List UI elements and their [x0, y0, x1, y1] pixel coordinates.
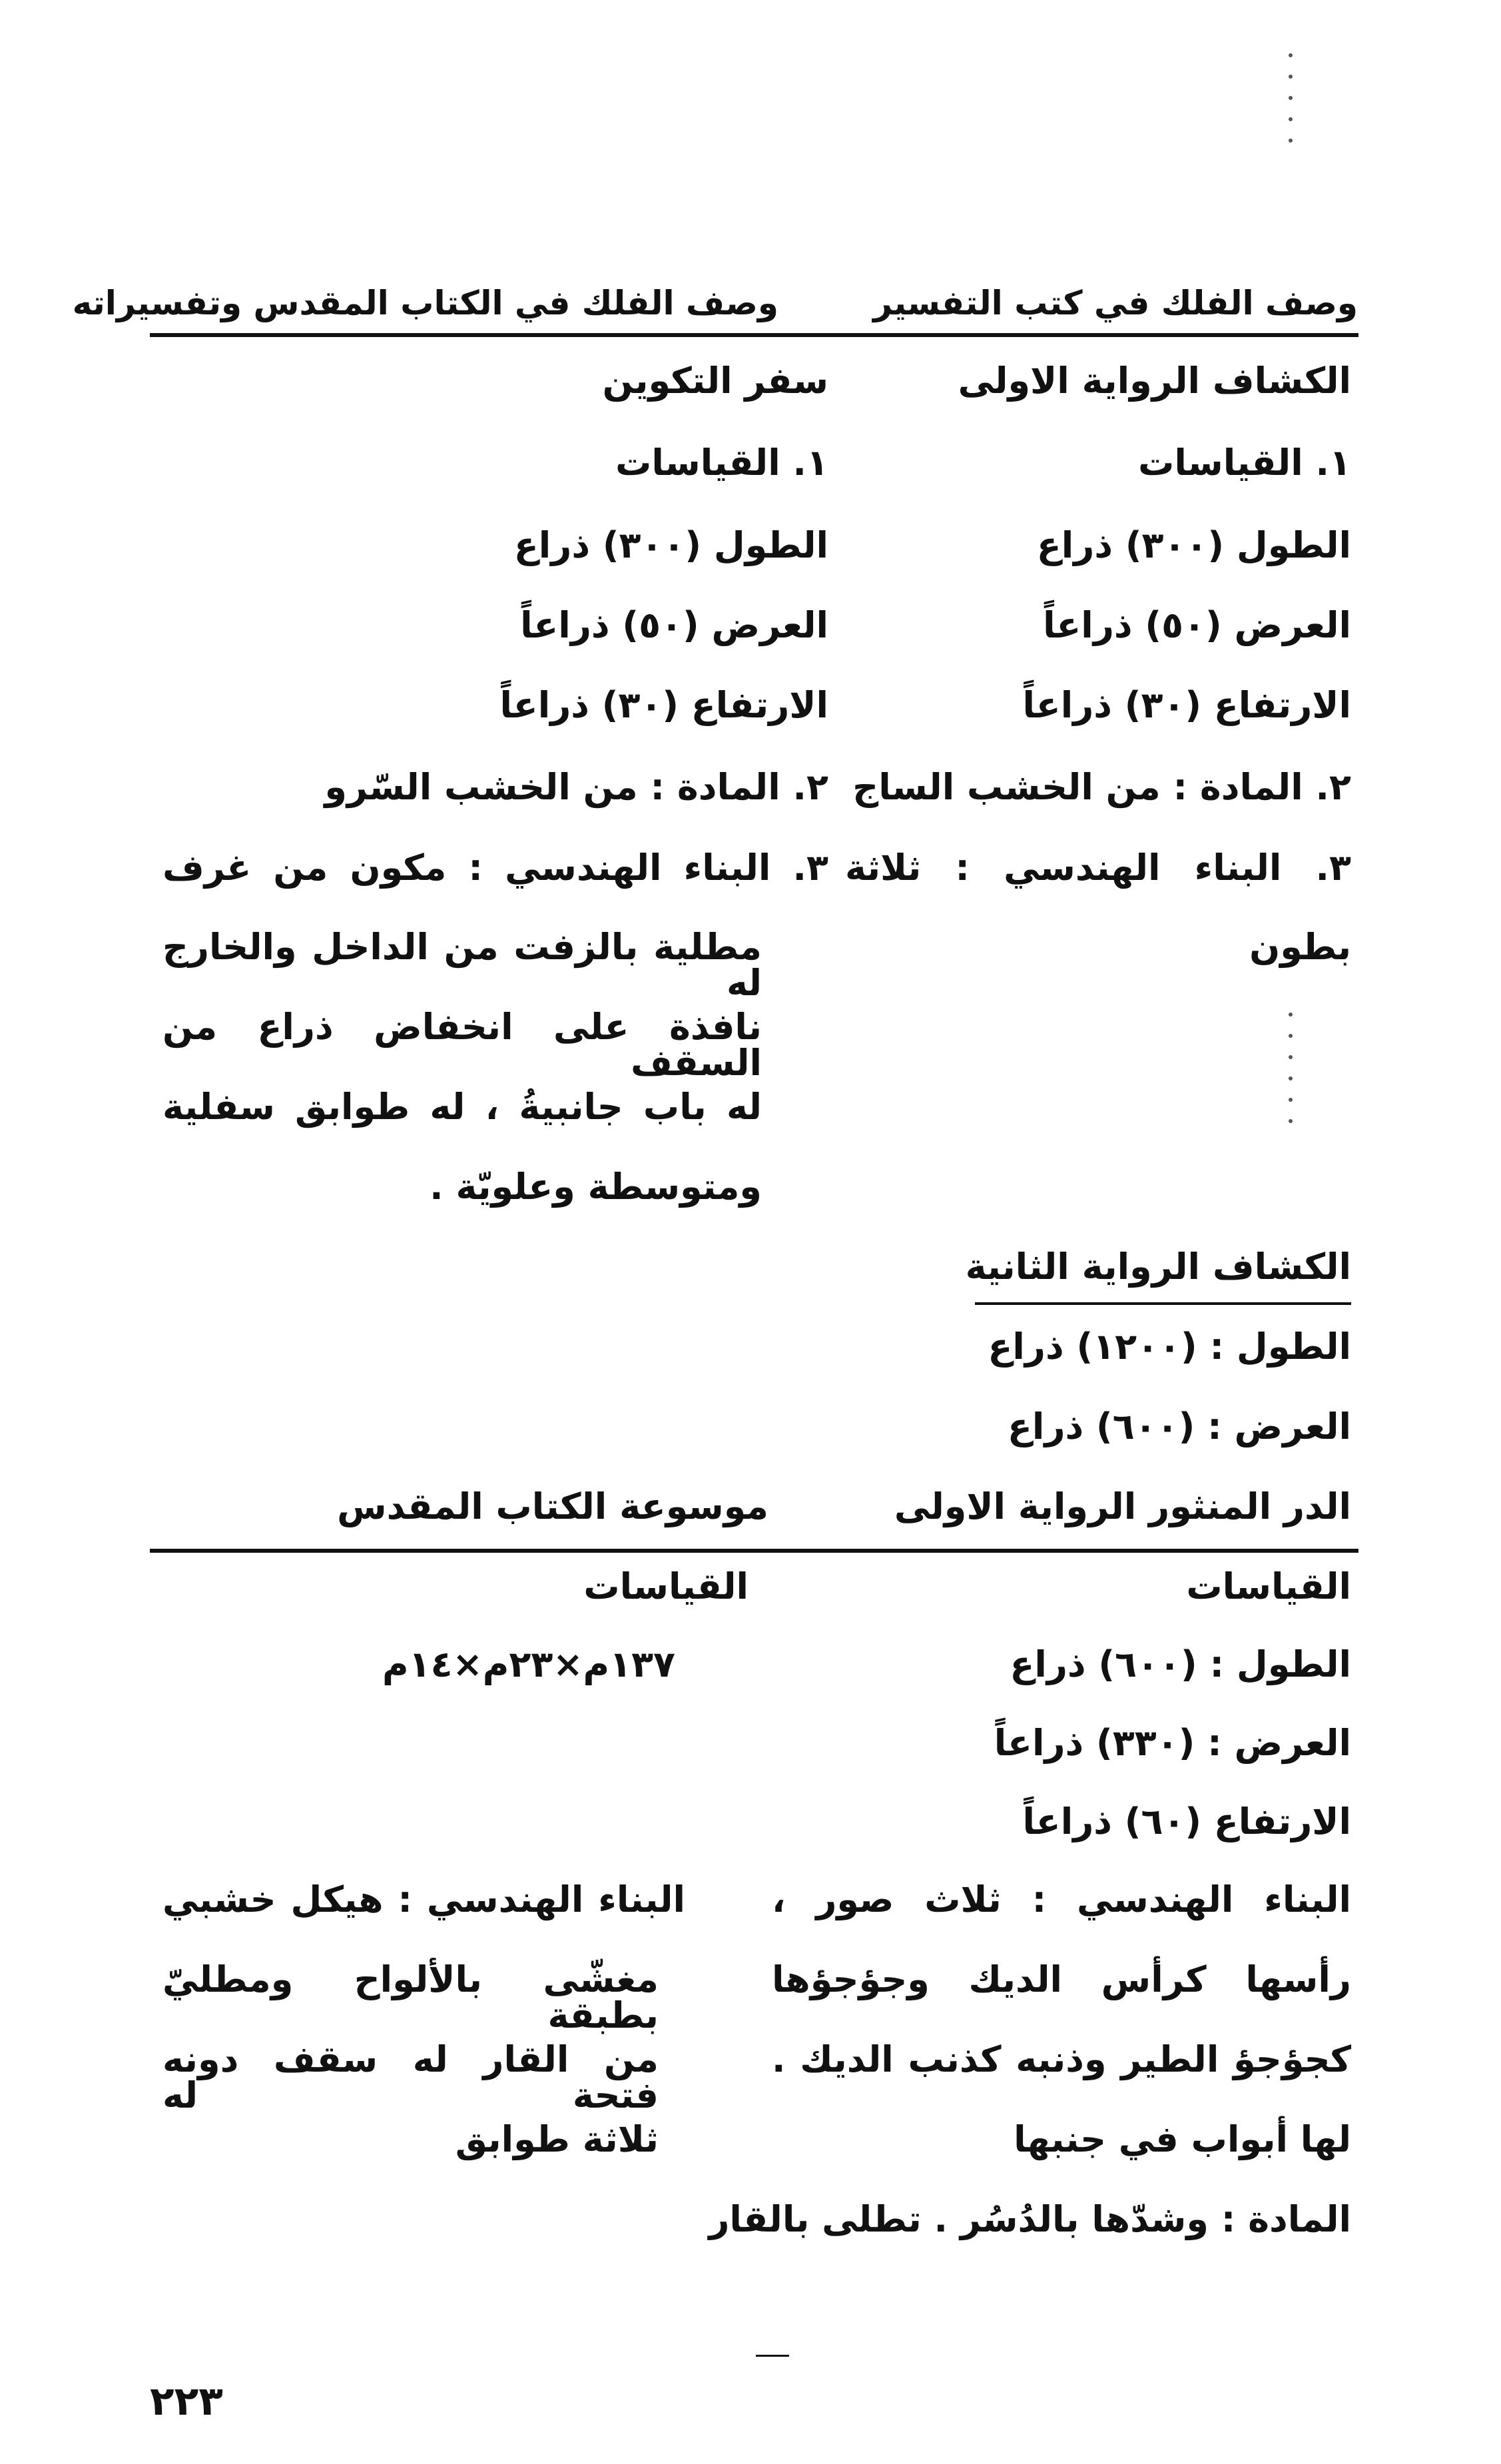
genesis-heading: سفر التكوين	[602, 360, 828, 402]
encyclopedia-heading: موسوعة الكتاب المقدس	[337, 1485, 768, 1527]
durr-length: الطول : (٦٠٠) ذراع	[1010, 1643, 1351, 1685]
encyclopedia-line: من القار له سقف دونه فتحة له	[162, 2038, 659, 2116]
header-left-title: وصف الفلك في الكتاب المقدس وتفسيراته	[72, 284, 778, 322]
durr-sub: القياسات	[1186, 1565, 1351, 1607]
durr-heading: الدر المنثور الرواية الاولى	[894, 1485, 1351, 1527]
page-number: ٢٢٣	[150, 2378, 223, 2425]
kashaf-item1: ١. القياسات	[1138, 442, 1351, 484]
encyclopedia-line: ثلاثة طوابق	[455, 2118, 659, 2160]
genesis-item2: ٢. المادة : من الخشب السّرو	[324, 766, 828, 808]
kashaf2-length: الطول : (١٢٠٠) ذراع	[988, 1326, 1351, 1368]
genesis-width: العرض (٥٠) ذراعاً	[520, 604, 828, 646]
kashaf-width: العرض (٥٠) ذراعاً	[1043, 604, 1351, 646]
genesis-length: الطول (٣٠٠) ذراع	[513, 524, 828, 566]
genesis-item3: ٣. البناء الهندسي : مكون من غرف	[162, 847, 828, 889]
encyclopedia-dims: ١٣٧م×٢٣م×١٤م	[382, 1643, 675, 1685]
durr-material: المادة : وشدّها بالدُسُر . تطلى بالقار	[709, 2198, 1351, 2240]
genesis-height: الارتفاع (٣٠) ذراعاً	[499, 684, 828, 726]
kashaf-length: الطول (٣٠٠) ذراع	[1036, 524, 1351, 566]
genesis-line: مطلية بالزفت من الداخل والخارج له	[162, 926, 762, 1004]
margin-marks-lower	[1289, 1013, 1293, 1140]
encyclopedia-line: مغشّى بالألواح ومطليّ بطبقة	[162, 1958, 659, 2036]
genesis-line: نافذة على انخفاض ذراع من السقف	[162, 1006, 762, 1084]
kashaf-item3: ٣. البناء الهندسي : ثلاثة	[845, 847, 1351, 889]
durr-width: العرض : (٣٣٠) ذراعاً	[994, 1722, 1351, 1764]
header-rule	[150, 333, 1358, 337]
kashaf-first-heading: الكشاف الرواية الاولى	[958, 360, 1351, 402]
section3-rule	[150, 1549, 1358, 1553]
genesis-line: له باب جانبيةُ ، له طوابق سفلية	[162, 1086, 762, 1128]
encyclopedia-sub: القياسات	[583, 1565, 749, 1607]
kashaf-height: الارتفاع (٣٠) ذراعاً	[1022, 684, 1351, 726]
kashaf-item2: ٢. المادة : من الخشب الساج	[852, 766, 1351, 808]
kashaf-item3-cont: بطون	[1249, 926, 1351, 968]
kashaf2-width: العرض : (٦٠٠) ذراع	[1008, 1406, 1351, 1447]
section2-heading-underline	[975, 1302, 1351, 1305]
durr-line: لها أبواب في جنبها	[1014, 2118, 1351, 2160]
encyclopedia-line: البناء الهندسي : هيكل خشبي	[162, 1878, 685, 1920]
durr-line: البناء الهندسي : ثلاث صور ،	[772, 1878, 1351, 1920]
durr-line: رأسها كرأس الديك وجؤجؤها	[772, 1958, 1351, 2000]
genesis-item1: ١. القياسات	[615, 442, 828, 484]
durr-height: الارتفاع (٦٠) ذراعاً	[1022, 1801, 1351, 1843]
durr-line: كجؤجؤ الطير وذنبه كذنب الديك .	[772, 2038, 1351, 2080]
footer-mark	[756, 2355, 789, 2357]
header-right-title: وصف الفلك في كتب التفسير	[873, 284, 1358, 322]
kashaf-second-heading: الكشاف الرواية الثانية	[965, 1246, 1351, 1288]
margin-marks	[1289, 53, 1293, 160]
genesis-line: ومتوسطة وعلويّة .	[430, 1166, 762, 1208]
